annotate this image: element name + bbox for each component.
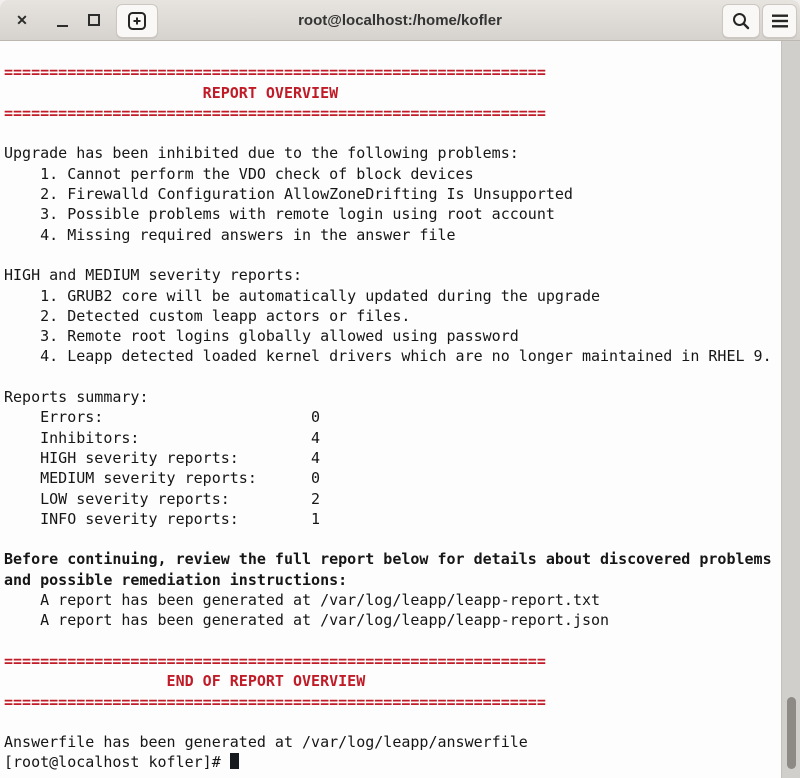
terminal-line (4, 468, 780, 488)
terminal-line (4, 752, 780, 772)
new-tab-button[interactable] (116, 4, 158, 38)
hamburger-menu-icon (771, 13, 789, 29)
terminal-line (4, 265, 780, 285)
line-text: ============================================================ (4, 651, 546, 670)
terminal-line (4, 489, 780, 509)
close-button[interactable] (10, 0, 34, 40)
terminal-lines (4, 42, 780, 773)
line-text: 1. GRUB2 core will be automatically updated during the upgrade (4, 286, 601, 305)
terminal-line (4, 387, 780, 407)
line-text: 4. Missing required answers in the answer file (4, 225, 456, 244)
line-text: 3. Possible problems with remote login using root account (4, 205, 555, 224)
terminal-line (4, 306, 780, 326)
scrollbar-track[interactable] (781, 41, 800, 778)
minimize-button[interactable] (50, 0, 74, 40)
new-tab-icon (126, 10, 148, 32)
line-text: 4. Leapp detected loaded kernel drivers which are no longer maintained in RHEL 9. (4, 347, 772, 366)
scrollbar-thumb[interactable] (787, 697, 796, 769)
terminal-line (4, 42, 780, 62)
line-text: ============================================================ (4, 692, 546, 711)
window-title: root@localhost:/home/kofler (298, 11, 502, 29)
terminal-line (4, 631, 780, 651)
maximize-icon (88, 14, 100, 26)
line-text: Reports summary: (4, 388, 149, 407)
menu-button[interactable] (762, 4, 797, 38)
terminal-screen[interactable] (0, 41, 800, 778)
line-text: MEDIUM severity reports: 0 (4, 469, 321, 488)
terminal-line (4, 103, 780, 123)
close-icon: ✕ (16, 11, 28, 28)
terminal-line (4, 326, 780, 346)
line-text: LOW severity reports: 2 (4, 489, 321, 508)
line-text: ============================================================ (4, 103, 546, 122)
terminal-line (4, 407, 780, 427)
terminal-line (4, 732, 780, 752)
line-text: HIGH severity reports: 4 (4, 448, 321, 467)
line-text: A report has been generated at /var/log/leapp/leapp-report.json (4, 611, 610, 630)
terminal-line (4, 83, 780, 103)
line-text: END OF REPORT OVERVIEW (4, 672, 366, 691)
terminal-line (4, 164, 780, 184)
terminal-line (4, 651, 780, 671)
search-icon (731, 11, 751, 31)
terminal-line (4, 184, 780, 204)
search-button[interactable] (722, 4, 760, 38)
terminal-line (4, 367, 780, 387)
titlebar[interactable] (0, 0, 800, 41)
line-text: Inhibitors: 4 (4, 428, 321, 447)
line-text: A report has been generated at /var/log/leapp/leapp-report.txt (4, 591, 601, 610)
line-text: Before continuing, review the full report below for details about discovered problems (4, 550, 772, 569)
terminal-line (4, 346, 780, 366)
line-text: Errors: 0 (4, 408, 321, 427)
line-text: ============================================================ (4, 63, 546, 82)
line-text: 2. Firewalld Configuration AllowZoneDrifting Is Unsupported (4, 185, 573, 204)
terminal-line (4, 671, 780, 691)
terminal-line (4, 123, 780, 143)
terminal-line (4, 204, 780, 224)
terminal-line (4, 529, 780, 549)
terminal-line (4, 225, 780, 245)
minimize-icon (57, 25, 68, 27)
terminal-line (4, 509, 780, 529)
line-text: 3. Remote root logins globally allowed using password (4, 327, 519, 346)
line-text: 1. Cannot perform the VDO check of block devices (4, 164, 474, 183)
line-text: REPORT OVERVIEW (4, 83, 339, 102)
terminal-line (4, 692, 780, 712)
line-text: and possible remediation instructions: (4, 570, 348, 589)
line-text: Upgrade has been inhibited due to the following problems: (4, 144, 519, 163)
terminal-line (4, 590, 780, 610)
terminal-line (4, 448, 780, 468)
terminal-line (4, 712, 780, 732)
terminal-line (4, 610, 780, 630)
maximize-button[interactable] (82, 0, 106, 40)
terminal-line (4, 428, 780, 448)
terminal-line (4, 143, 780, 163)
terminal-line (4, 62, 780, 82)
terminal-cursor (230, 753, 239, 769)
line-text: [root@localhost kofler]# (4, 753, 230, 772)
terminal-line (4, 245, 780, 265)
terminal-line (4, 570, 780, 590)
line-text: 2. Detected custom leapp actors or files. (4, 306, 411, 325)
terminal-line (4, 286, 780, 306)
terminal-line (4, 549, 780, 569)
line-text: INFO severity reports: 1 (4, 509, 321, 528)
line-text: HIGH and MEDIUM severity reports: (4, 266, 303, 285)
line-text: Answerfile has been generated at /var/log/leapp/answerfile (4, 733, 528, 752)
